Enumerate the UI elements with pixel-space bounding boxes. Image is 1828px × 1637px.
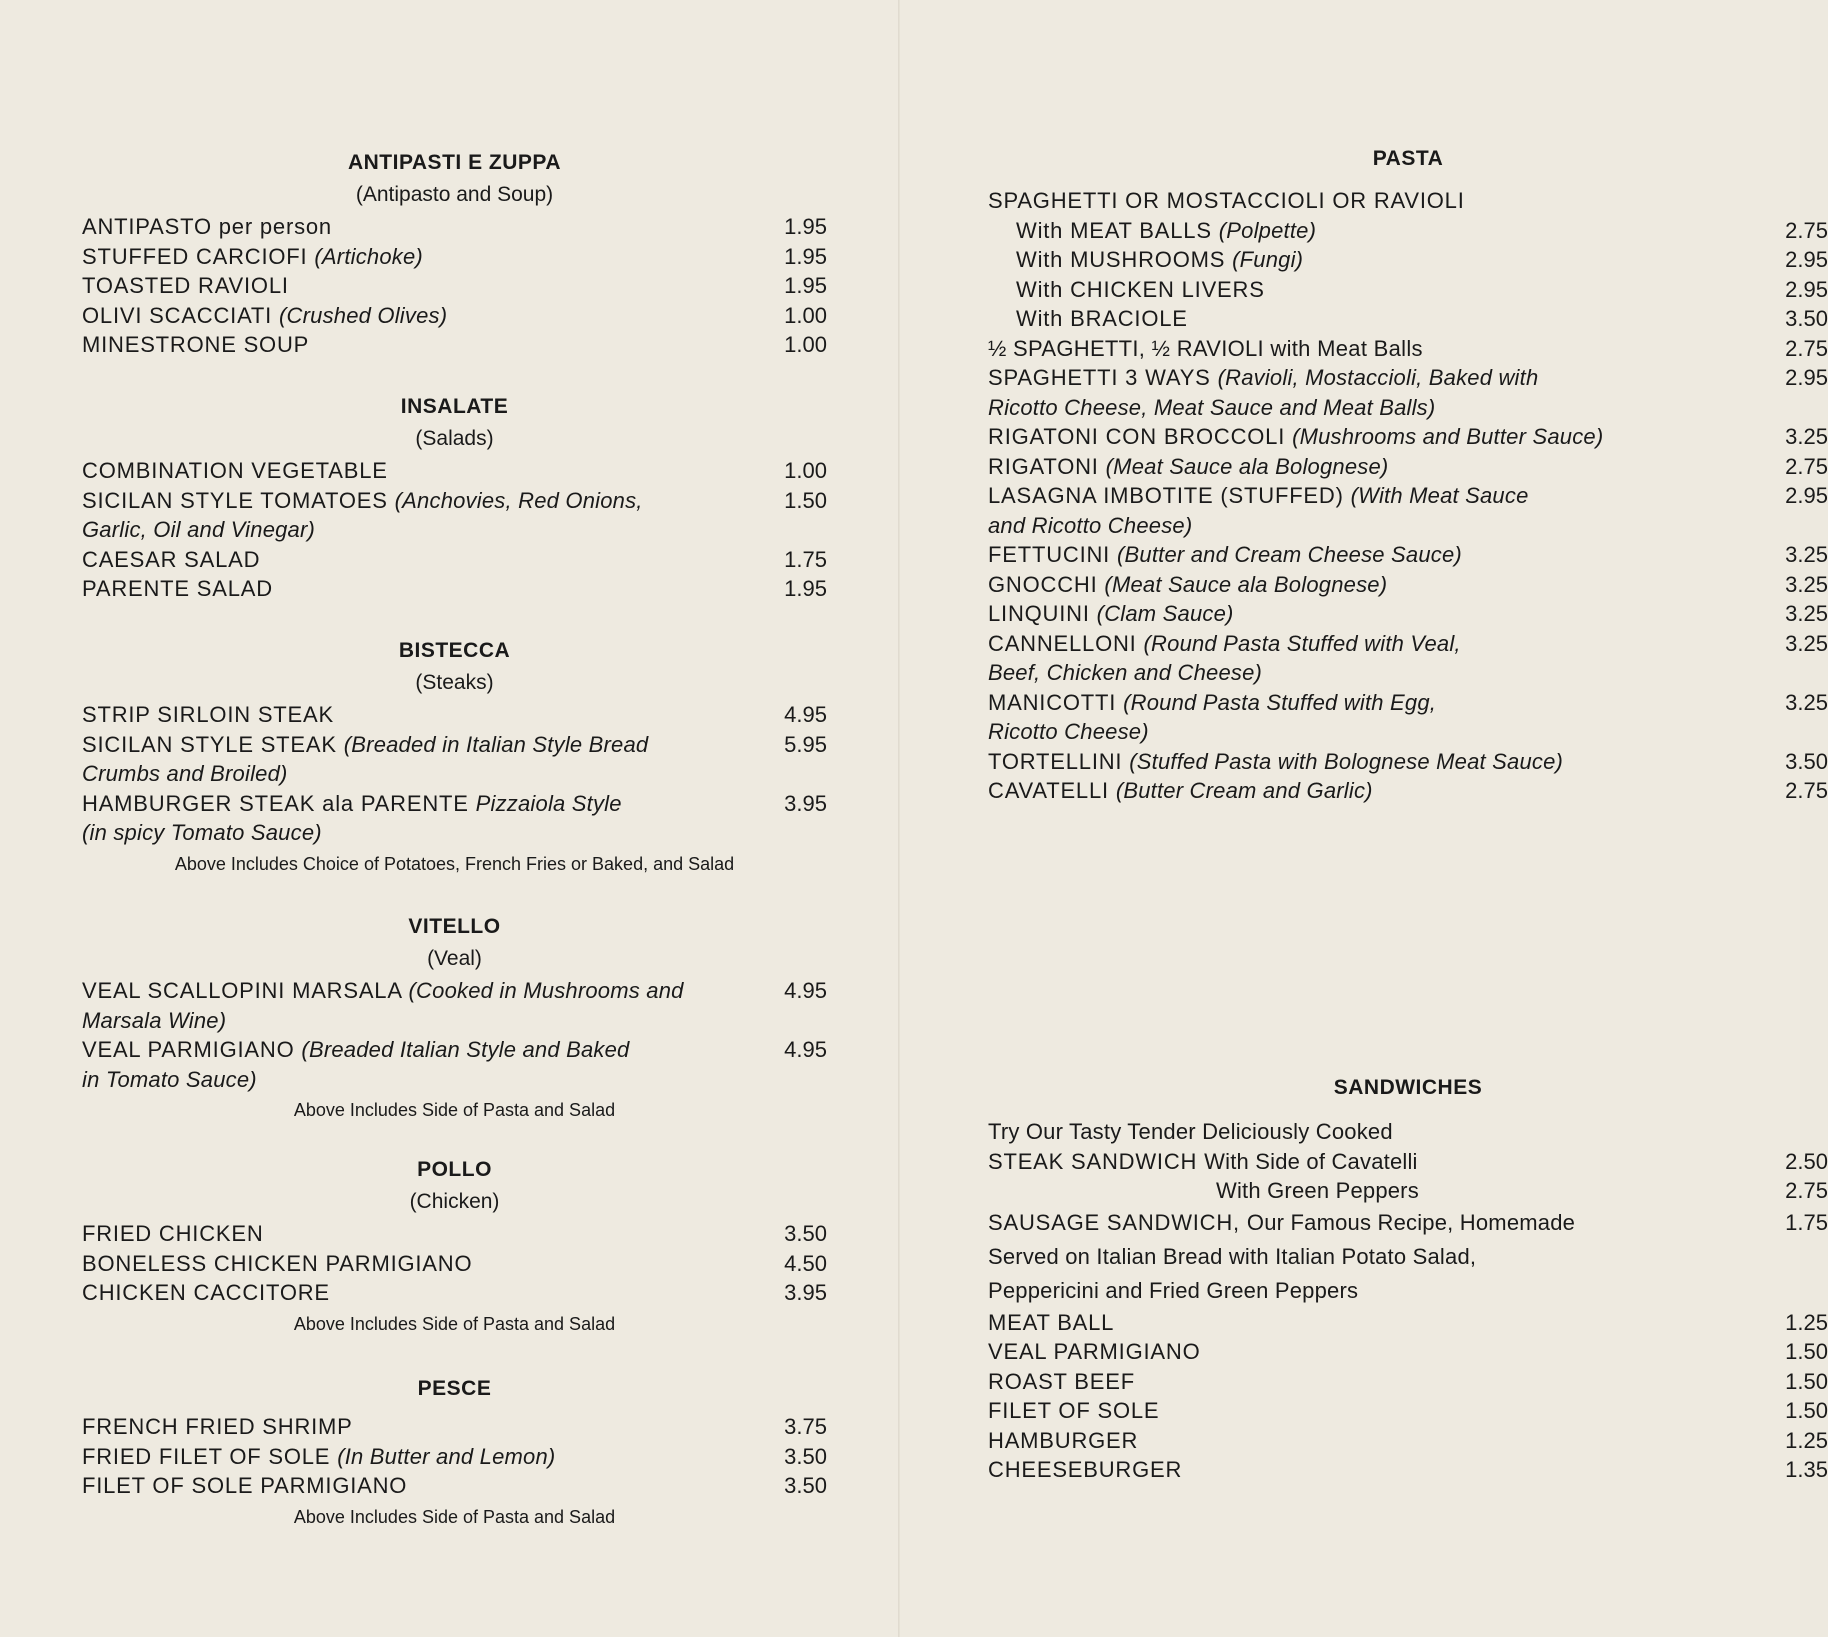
item-name: TOASTED RAVIOLI	[82, 273, 289, 298]
menu-item	[988, 1206, 1828, 1308]
item-name: VEAL PARMIGIANO	[82, 1037, 295, 1062]
item-price: 4.95	[784, 1037, 827, 1062]
menu-item	[988, 629, 1828, 688]
item-price: 1.25	[1785, 1309, 1828, 1335]
item-name: PARENTE SALAD	[82, 576, 273, 601]
item-price: 2.95	[1785, 483, 1828, 508]
item-price: 2.75	[1785, 1178, 1828, 1203]
item-price: 1.25	[1785, 1427, 1828, 1453]
item-note-cont: (in spicy Tomato Sauce)	[82, 820, 322, 845]
item-price: 3.25	[1785, 424, 1828, 449]
item-price: 3.95	[784, 1280, 827, 1305]
item-price: 2.95	[1785, 276, 1828, 302]
item-detail: With Side of Cavatelli	[1204, 1148, 1418, 1174]
item-name: CHEESEBURGER	[988, 1457, 1183, 1482]
item-price: 3.50	[784, 1473, 827, 1498]
menu-item	[988, 599, 1828, 629]
section-title: VITELLO	[408, 915, 501, 938]
item-price: 1.95	[784, 273, 827, 298]
menu-item	[988, 570, 1828, 600]
item-name: RIGATONI	[988, 453, 1099, 479]
item-price: 1.50	[1785, 1398, 1828, 1423]
item-name: With CHICKEN LIVERS	[1016, 276, 1265, 302]
menu-item	[988, 304, 1828, 334]
item-name: With MEAT BALLS	[1016, 217, 1212, 243]
menu-item	[988, 1308, 1828, 1338]
section-footnote: Above Includes Side of Pasta and Salad	[293, 1313, 616, 1334]
item-price: 5.95	[784, 731, 827, 757]
item-price: 2.75	[1785, 335, 1828, 361]
item-name: RIGATONI CON BROCCOLI	[988, 424, 1286, 449]
item-name: ½ SPAGHETTI, ½ RAVIOLI with Meat Balls	[988, 335, 1423, 361]
section-subtitle: (Steaks)	[415, 671, 494, 694]
menu-item	[82, 730, 827, 789]
item-name: VEAL SCALLOPINI MARSALA	[82, 978, 402, 1003]
item-note: (Breaded in Italian Style Bread	[343, 731, 649, 757]
left-menu-page	[0, 0, 900, 1637]
item-note: (Polpette)	[1218, 217, 1317, 243]
menu-item	[82, 242, 827, 272]
item-price: 3.50	[784, 1443, 827, 1469]
intro-text: Try Our Tasty Tender Deliciously Cooked	[988, 1119, 1393, 1144]
menu-item	[82, 976, 827, 1035]
menu-item	[988, 540, 1828, 570]
section-pollo	[82, 1155, 827, 1340]
item-name: CHICKEN CACCITORE	[82, 1280, 330, 1305]
item-price: 2.75	[1785, 778, 1828, 803]
item-note: (Cooked in Mushrooms and	[408, 978, 684, 1003]
menu-item	[82, 1442, 827, 1472]
item-price: 1.35	[1785, 1457, 1828, 1482]
section-title: INSALATE	[400, 395, 509, 418]
item-name: COMBINATION VEGETABLE	[82, 458, 388, 483]
item-name: VEAL PARMIGIANO	[988, 1339, 1201, 1364]
item-name: SICILAN STYLE STEAK	[82, 731, 337, 757]
menu-item	[82, 1278, 827, 1308]
menu-item	[988, 452, 1828, 482]
item-name: LINQUINI	[988, 601, 1090, 626]
item-name: SAUSAGE SANDWICH,	[988, 1209, 1240, 1235]
item-price: 1.50	[1785, 1368, 1828, 1394]
menu-item	[82, 212, 827, 242]
item-note-cont: in Tomato Sauce)	[82, 1066, 257, 1092]
item-price: 1.00	[784, 458, 827, 483]
item-price: 1.50	[1785, 1339, 1828, 1364]
item-name: CAVATELLI	[988, 778, 1109, 803]
item-note: (Round Pasta Stuffed with Veal,	[1143, 630, 1461, 656]
right-menu-page	[900, 0, 1828, 1637]
item-name: STUFFED CARCIOFI	[82, 243, 308, 269]
item-name: HAMBURGER STEAK ala PARENTE	[82, 790, 469, 816]
item-name: CANNELLONI	[988, 630, 1137, 656]
item-name: HAMBURGER	[988, 1427, 1139, 1453]
item-name: With BRACIOLE	[1016, 306, 1188, 331]
item-name: STEAK SANDWICH	[988, 1148, 1198, 1174]
item-note: (Round Pasta Stuffed with Egg,	[1123, 689, 1437, 715]
item-name: MINESTRONE SOUP	[82, 332, 310, 357]
item-name: SPAGHETTI OR MOSTACCIOLI OR RAVIOLI	[988, 188, 1465, 213]
item-note-cont: Ricotto Cheese, Meat Sauce and Meat Balls)	[988, 394, 1436, 420]
item-detail: With Green Peppers	[1216, 1178, 1419, 1203]
section-bistecca	[82, 636, 827, 880]
item-price: 3.25	[1785, 630, 1828, 656]
menu-item	[82, 330, 827, 360]
item-price: 4.50	[784, 1250, 827, 1276]
item-price: 2.95	[1785, 247, 1828, 272]
menu-item	[988, 275, 1828, 305]
menu-item	[988, 422, 1828, 452]
section-title: PASTA	[1372, 147, 1444, 170]
item-name: FILET OF SOLE PARMIGIANO	[82, 1473, 408, 1498]
item-name: TORTELLINI	[988, 748, 1123, 774]
item-name: CAESAR SALAD	[82, 546, 261, 572]
section-footnote: Above Includes Side of Pasta and Salad	[293, 1506, 616, 1527]
item-name: MANICOTTI	[988, 689, 1117, 715]
section-antipasti	[82, 148, 827, 360]
section-title: PESCE	[417, 1377, 492, 1400]
item-price: 3.25	[1785, 601, 1828, 626]
item-note-cont: Crumbs and Broiled)	[82, 761, 288, 786]
item-note: (Butter and Cream Cheese Sauce)	[1117, 542, 1462, 567]
item-name: BONELESS CHICKEN PARMIGIANO	[82, 1250, 473, 1276]
item-note-cont: Ricotto Cheese)	[988, 719, 1149, 744]
menu-item	[988, 481, 1828, 540]
item-note: (Anchovies, Red Onions,	[394, 487, 643, 513]
item-note: (Artichoke)	[314, 243, 423, 269]
item-price: 1.00	[784, 302, 827, 328]
item-detail-line2: Served on Italian Bread with Italian Potato Salad,	[988, 1243, 1477, 1269]
menu-item	[988, 245, 1828, 275]
item-price: 1.95	[784, 214, 827, 239]
item-price: 4.95	[784, 702, 827, 727]
section-footnote: Above Includes Side of Pasta and Salad	[293, 1100, 616, 1120]
menu-item	[82, 700, 827, 730]
menu-item	[988, 1147, 1828, 1177]
menu-item	[82, 456, 827, 486]
item-note: (Clam Sauce)	[1096, 601, 1234, 626]
section-insalate	[82, 392, 827, 604]
menu-item	[82, 1412, 827, 1442]
item-note-cont: and Ricotto Cheese)	[988, 512, 1193, 538]
item-note: (Breaded Italian Style and Baked	[301, 1037, 630, 1062]
item-price: 3.50	[1785, 748, 1828, 774]
item-name: STRIP SIRLOIN STEAK	[82, 702, 334, 727]
item-note: (Stuffed Pasta with Bolognese Meat Sauce)	[1129, 748, 1564, 774]
menu-item	[988, 1367, 1828, 1397]
section-vitello	[82, 912, 827, 1126]
item-price: 2.75	[1785, 453, 1828, 479]
item-price: 3.25	[1785, 689, 1828, 715]
menu-item	[988, 1337, 1828, 1367]
item-price: 1.75	[1785, 1209, 1828, 1235]
item-detail: Our Famous Recipe, Homemade	[1246, 1209, 1576, 1235]
item-note: (Ravioli, Mostaccioli, Baked with	[1217, 365, 1539, 390]
sandwich-intro	[988, 1117, 1828, 1147]
item-name: With MUSHROOMS	[1016, 247, 1226, 272]
menu-item	[988, 216, 1828, 246]
section-subtitle: (Salads)	[415, 427, 494, 450]
item-price: 1.75	[784, 546, 827, 572]
item-price: 1.95	[784, 243, 827, 269]
section-subtitle: (Chicken)	[409, 1190, 500, 1213]
menu-item	[82, 1035, 827, 1094]
section-title: BISTECCA	[398, 639, 511, 662]
item-name: ANTIPASTO per person	[82, 214, 332, 239]
item-price: 3.50	[784, 1221, 827, 1246]
item-price: 3.50	[1785, 306, 1828, 331]
menu-item	[988, 1455, 1828, 1485]
section-title: ANTIPASTI E ZUPPA	[347, 151, 562, 174]
menu-item	[988, 688, 1828, 747]
item-note-cont: Marsala Wine)	[82, 1007, 227, 1033]
menu-item	[82, 1471, 827, 1501]
item-price: 3.25	[1785, 542, 1828, 567]
item-name: FILET OF SOLE	[988, 1398, 1160, 1423]
item-name: FRIED FILET OF SOLE	[82, 1443, 331, 1469]
item-name: OLIVI SCACCIATI	[82, 302, 273, 328]
item-price: 4.95	[784, 978, 827, 1003]
item-name: ROAST BEEF	[988, 1368, 1135, 1394]
item-note: (In Butter and Lemon)	[337, 1443, 556, 1469]
item-price: 2.50	[1785, 1148, 1828, 1174]
item-note: (Fungi)	[1232, 247, 1304, 272]
section-title: POLLO	[417, 1158, 492, 1181]
pasta-header-line	[988, 186, 1828, 216]
item-note: (Butter Cream and Garlic)	[1115, 778, 1373, 803]
item-name: GNOCCHI	[988, 571, 1098, 597]
section-footnote: Above Includes Choice of Potatoes, French Fries or Baked, and Salad	[174, 853, 735, 874]
section-pasta	[988, 144, 1828, 806]
item-note-cont: Beef, Chicken and Cheese)	[988, 660, 1263, 685]
section-sandwiches	[988, 1073, 1828, 1485]
item-price: 3.75	[784, 1414, 827, 1439]
section-subtitle: (Veal)	[427, 947, 482, 970]
item-note: Pizzaiola Style	[475, 790, 622, 816]
menu-item	[82, 486, 827, 545]
menu-item	[988, 363, 1828, 422]
item-price: 1.95	[784, 576, 827, 601]
menu-item	[988, 1396, 1828, 1426]
section-subtitle: (Antipasto and Soup)	[355, 183, 554, 206]
item-name: FRIED CHICKEN	[82, 1221, 264, 1246]
menu-item	[988, 1176, 1828, 1206]
item-price: 3.95	[784, 790, 827, 816]
section-title: SANDWICHES	[1333, 1076, 1483, 1099]
item-note-cont: Garlic, Oil and Vinegar)	[82, 517, 316, 542]
item-price: 1.50	[784, 487, 827, 513]
item-name: MEAT BALL	[988, 1309, 1115, 1335]
item-note: (Mushrooms and Butter Sauce)	[1292, 424, 1604, 449]
item-note: (Crushed Olives)	[279, 302, 448, 328]
item-detail-line3: Peppericini and Fried Green Peppers	[988, 1277, 1359, 1303]
menu-item	[988, 747, 1828, 777]
item-price: 2.75	[1785, 217, 1828, 243]
item-price: 1.00	[784, 332, 827, 357]
section-pesce	[82, 1374, 827, 1533]
menu-item	[82, 1219, 827, 1249]
menu-item	[82, 789, 827, 848]
menu-item	[82, 1249, 827, 1279]
menu-item	[988, 1426, 1828, 1456]
item-name: LASAGNA IMBOTITE (STUFFED)	[988, 483, 1344, 508]
item-price: 3.25	[1785, 571, 1828, 597]
menu-item	[988, 776, 1828, 806]
item-note: (Meat Sauce ala Bolognese)	[1104, 571, 1388, 597]
item-name: SICILAN STYLE TOMATOES	[82, 487, 388, 513]
menu-item	[82, 574, 827, 604]
item-note: (Meat Sauce ala Bolognese)	[1105, 453, 1389, 479]
item-name: FETTUCINI	[988, 542, 1111, 567]
menu-item	[988, 334, 1828, 364]
item-name: FRENCH FRIED SHRIMP	[82, 1414, 353, 1439]
menu-item	[82, 271, 827, 301]
menu-item	[82, 301, 827, 331]
item-price: 2.95	[1785, 365, 1828, 390]
item-note: (With Meat Sauce	[1350, 483, 1529, 508]
menu-item	[82, 545, 827, 575]
item-name: SPAGHETTI 3 WAYS	[988, 365, 1211, 390]
